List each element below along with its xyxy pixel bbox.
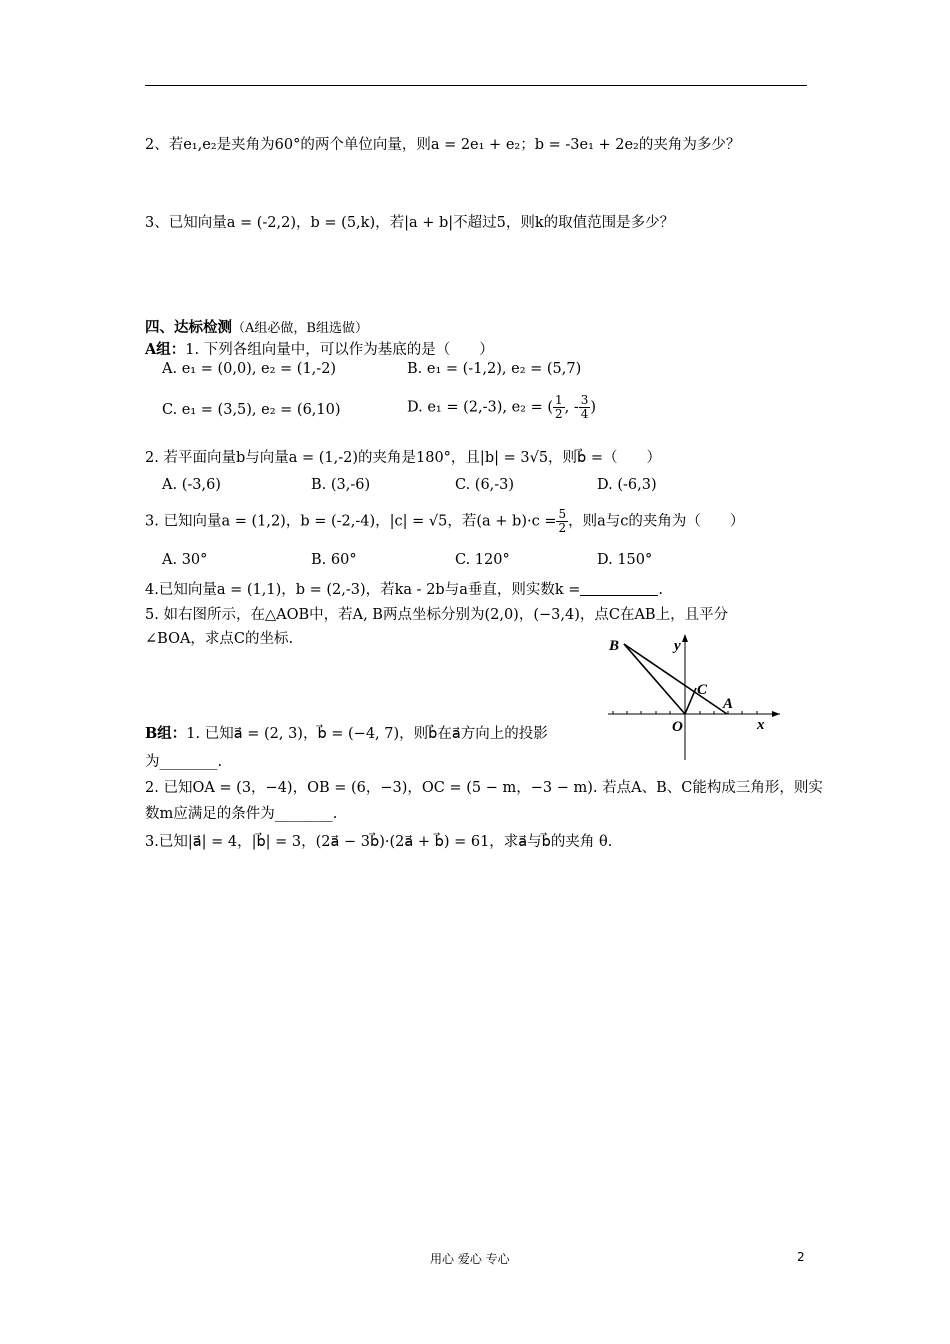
q1-d-post: ): [590, 399, 597, 416]
triangle-figure: [600, 630, 785, 770]
q1-d-mid: , -: [564, 399, 579, 416]
group-a-label: A组：: [145, 341, 186, 358]
group-b-q1-line-1: [145, 722, 548, 743]
q3-frac-num: 5: [558, 507, 567, 521]
header-rule: [145, 85, 807, 86]
problem-2: 2、若e₁,e₂是夹角为60°的两个单位向量，则a = 2e₁ + e₂；b = -3e₁ + 2e₂的夹角为多少？: [145, 137, 741, 153]
q5-line-2: ∠BOA，求点C的坐标.: [145, 631, 294, 647]
q5-line-1: 5. 如右图所示，在△AOB中，若A, B两点坐标分别为(2,0)，(−3,4)，点C在AB上，且平分: [145, 607, 729, 623]
q3-frac: [556, 508, 568, 535]
frac-1-num: 1: [555, 393, 563, 407]
q1-option-d: [407, 394, 596, 421]
q1-option-a: A. e₁ = (0,0), e₂ = (1,-2): [162, 361, 337, 377]
q4: [145, 578, 663, 599]
problem-3: 3、已知向量a = (-2,2)，b = (5,k)，若|a + b|不超过5，则k的取值范围是多少？: [145, 215, 675, 231]
label-y: y: [674, 638, 681, 654]
label-a: A: [723, 696, 734, 712]
q3-stem-pre: 3. 已知向量a = (1,2)，b = (-2,-4)，|c| = √5，若(a + b)·c =: [145, 513, 557, 530]
q3-option-a: A. 30°: [162, 552, 208, 568]
section-4-note: （A组必做，B组选做）: [232, 321, 368, 336]
q2-stem: 2. 若平面向量b与向量a = (1,-2)的夹角是180°，且|b| = 3√5，则b⃗ =（ ）: [145, 450, 662, 466]
page-number: 2: [797, 1250, 805, 1264]
q2-option-c: C. (6,-3): [455, 477, 515, 493]
q3-option-d: D. 150°: [597, 552, 653, 568]
frac-2-den: 4: [580, 407, 589, 421]
label-x: x: [757, 717, 765, 733]
group-b-q1-text: 1. 已知a⃗ = (2, 3)，b⃗ = (−4, 7)，则b⃗在a⃗方向上的投影: [186, 726, 548, 742]
group-b-q2-line-2: 数m应满足的条件为________.: [145, 806, 338, 822]
q3-stem: [145, 508, 744, 535]
q4-text: 4.已知向量a = (1,1)，b = (2,-3)，若ka - 2b与a垂直，则实数k =: [145, 582, 581, 598]
q1-stem: 1. 下列各组向量中，可以作为基底的是（ ）: [185, 342, 494, 358]
q1-option-b: B. e₁ = (-1,2), e₂ = (5,7): [407, 361, 582, 377]
q3-stem-post: ，则a与c的夹角为（ ）: [568, 513, 745, 530]
segment-oc: [685, 688, 696, 714]
q4-answer-blank: [580, 581, 658, 596]
group-a-q1-stem: [145, 338, 494, 359]
q1-option-c: C. e₁ = (3,5), e₂ = (6,10): [162, 402, 341, 418]
group-b-q1-line-2: 为________.: [145, 754, 223, 770]
section-4-heading: [145, 316, 368, 337]
group-b-label: B组：: [145, 725, 187, 742]
q2-option-d: D. (-6,3): [597, 477, 657, 493]
q3-option-c: C. 120°: [455, 552, 510, 568]
q1-d-frac-1: [553, 394, 565, 421]
q3-frac-den: 2: [558, 521, 567, 535]
y-axis-arrow: [682, 634, 688, 642]
q1-d-pre: D. e₁ = (2,-3), e₂ = (: [407, 399, 553, 416]
q4-period: .: [658, 582, 663, 598]
x-axis-arrow: [772, 711, 780, 717]
q2-option-a: A. (-3,6): [162, 477, 221, 493]
label-c: C: [697, 682, 708, 698]
q1-d-frac-2: [579, 394, 591, 421]
section-4-title: 四、达标检测: [145, 319, 232, 336]
frac-2-num: 3: [580, 393, 589, 407]
group-b-q3: 3.已知|a⃗| = 4，|b⃗| = 3，(2a⃗ − 3b⃗)·(2a⃗ + b⃗) = 61，求a⃗与b⃗的夹角 θ.: [145, 834, 613, 850]
frac-1-den: 2: [555, 407, 563, 421]
q3-option-b: B. 60°: [311, 552, 357, 568]
label-b: B: [609, 638, 620, 654]
label-o: O: [672, 719, 683, 735]
footer-slogan: 用心 爱心 专心: [430, 1252, 510, 1266]
group-b-q2-line-1: 2. 已知OA = (3，−4)，OB = (6，−3)，OC = (5 − m，−3 − m). 若点A、B、C能构成三角形，则实: [145, 780, 823, 796]
q2-option-b: B. (3,-6): [311, 477, 371, 493]
